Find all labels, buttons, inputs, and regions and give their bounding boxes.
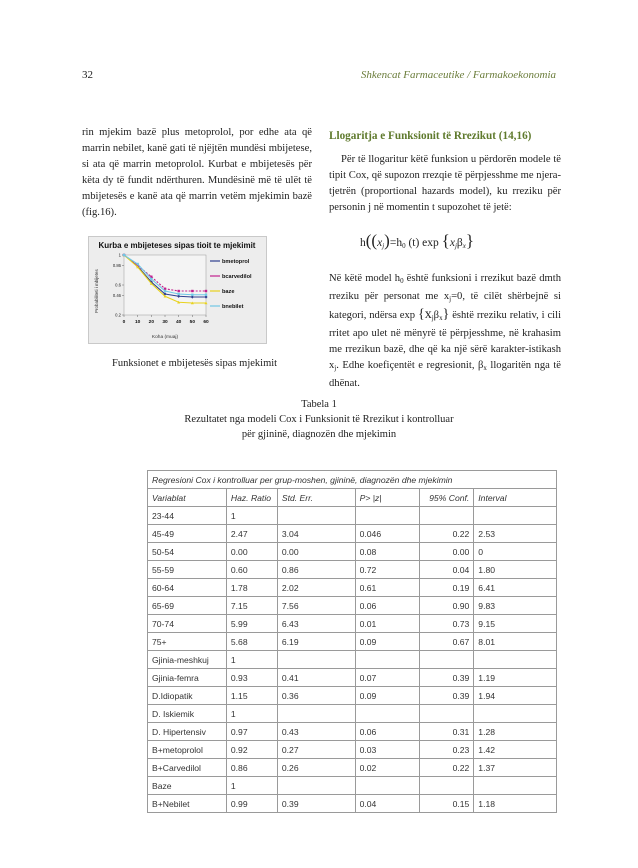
table-cell: 0.22 (420, 759, 474, 777)
table-cell: 0.03 (355, 741, 420, 759)
table-cell (474, 705, 557, 723)
table-cell (355, 507, 420, 525)
table-cell: 45-49 (148, 525, 227, 543)
table-cell (277, 705, 355, 723)
table-row (148, 759, 557, 777)
table-cell: 0.31 (420, 723, 474, 741)
data-point (191, 294, 193, 296)
table-cell: 7.15 (226, 597, 277, 615)
y-tick-label: 0.86 (112, 263, 121, 268)
p2-a: Në këtë model h (329, 273, 401, 284)
table-cell: 2.02 (277, 579, 355, 597)
table-cell: 5.68 (226, 633, 277, 651)
table-cell: 6.19 (277, 633, 355, 651)
x-tick-label: 20 (148, 320, 155, 325)
table-row (148, 543, 557, 561)
table-cell: 1 (226, 651, 277, 669)
table-cell (420, 705, 474, 723)
table-cell: 0.04 (355, 795, 420, 813)
table-cell: 65-69 (148, 597, 227, 615)
table-row (148, 579, 557, 597)
p2-f: llogaritën nga të dhënat. (329, 360, 561, 389)
table-cell: 0.15 (420, 795, 474, 813)
table-cell (355, 651, 420, 669)
x-tick-label: 10 (134, 320, 141, 325)
table-cell: 1.37 (474, 759, 557, 777)
figure-caption: Funksionet e mbijetesës sipas mjekimit (112, 358, 278, 369)
table-row (148, 561, 557, 579)
legend-label: bmetoprol (222, 259, 250, 265)
formula-x2: x (449, 237, 455, 249)
x-tick-label: 60 (203, 320, 209, 325)
table-cell: 0 (474, 543, 557, 561)
table-header-cell: Variablat (148, 489, 227, 507)
table-row (148, 597, 557, 615)
table-cell: 9.83 (474, 597, 557, 615)
table-cell: 0.72 (355, 561, 420, 579)
table-cell: 3.04 (277, 525, 355, 543)
table-cell: Gjinia-meshkuj (148, 651, 227, 669)
p2-sub0: 0 (400, 277, 404, 285)
table-cell: 2.53 (474, 525, 557, 543)
table-row (148, 651, 557, 669)
section-paragraph-1: Për të llogaritur këtë funksion u përdorën modele të tipit Cox, që supozon rrezqie të përpjesshme me njera-tjetrën (proportional hazards model), ku rreziku për personin j në momentin t supozohet të jetë: (329, 154, 561, 213)
table-row (148, 669, 557, 687)
table-caption: Regresioni Cox i kontrolluar per grup-moshen, gjininë, diagnozën dhe mjekimin (148, 471, 557, 489)
table-row (148, 795, 557, 813)
table-cell: 7.56 (277, 597, 355, 615)
formula-sub-0: 0 (402, 242, 406, 250)
p2-subx: x (483, 364, 487, 372)
table-cell (420, 651, 474, 669)
table-cell: 0.86 (277, 561, 355, 579)
table-cell: B+Nebilet (148, 795, 227, 813)
table-row (148, 705, 557, 723)
legend-label: bnebilet (222, 304, 244, 310)
table-cell: 0.73 (420, 615, 474, 633)
data-point (136, 263, 138, 265)
table-cell (277, 777, 355, 795)
table-header-cell: 95% Conf. (420, 489, 474, 507)
table-cell: 1 (226, 777, 277, 795)
table-cell (420, 777, 474, 795)
table-cell: 0.09 (355, 633, 420, 651)
data-point (123, 254, 125, 256)
section-paragraph-2 (329, 271, 561, 392)
table-row (148, 507, 557, 525)
running-title: Shkencat Farmaceutike / Farmakoekonomia (360, 69, 556, 81)
table-cell: 0.23 (420, 741, 474, 759)
table-header-cell: Interval (474, 489, 557, 507)
table-cell: 0.02 (355, 759, 420, 777)
p2-c: =0, të cilët shërbejnë si kategori, ndërsa exp (329, 291, 561, 321)
y-tick-label: 0.6 (115, 282, 121, 288)
data-point (205, 290, 207, 292)
table-header-cell: P> |z| (355, 489, 420, 507)
x-tick-label: 30 (162, 320, 168, 325)
table-row (148, 633, 557, 651)
table-cell: 0.22 (420, 525, 474, 543)
table-cell: 0.09 (355, 687, 420, 705)
survival-chart (88, 236, 267, 344)
data-point (164, 290, 166, 292)
formula-x: x (377, 237, 383, 249)
table-cell: 0.67 (420, 633, 474, 651)
table-cell: 1.80 (474, 561, 557, 579)
section-title: Llogaritja e Funksionit të Rrezikut (14,16) (329, 130, 532, 142)
table-cell: D.Idiopatik (148, 687, 227, 705)
table-cell: 5.99 (226, 615, 277, 633)
p2-subj2: j (334, 364, 337, 372)
table-cell: 2.47 (226, 525, 277, 543)
table-cell: 0.08 (355, 543, 420, 561)
survival-chart-svg (89, 237, 266, 343)
table-cell: 0.90 (420, 597, 474, 615)
table-header-cell: Haz. Ratio (226, 489, 277, 507)
x-tick-label: 0 (122, 320, 126, 325)
data-point (177, 293, 179, 295)
chart-y-label: Probabiliteti i mbijetes (94, 269, 99, 313)
table-row (148, 525, 557, 543)
chart-x-label: Koha (muaj) (151, 335, 179, 340)
table-cell: 0.93 (226, 669, 277, 687)
table-cell: 1.78 (226, 579, 277, 597)
p2-brace: {x (417, 307, 432, 322)
p2-d: është rreziku relativ, i cili rritet apo ulet në mënyrë të përpjesshme, në krahasim me rrezikun bazë, dhe që ka një sërë karakter-istikash x (329, 310, 562, 371)
table-cell: 0.046 (355, 525, 420, 543)
table-cell: 8.01 (474, 633, 557, 651)
table-cell: 70-74 (148, 615, 227, 633)
table-cell: 50-54 (148, 543, 227, 561)
table-cell: 6.41 (474, 579, 557, 597)
table-cell: 0.19 (420, 579, 474, 597)
table-cell: 0.39 (420, 669, 474, 687)
table-cell: 0.39 (277, 795, 355, 813)
p2-e: . Edhe koefiçentët e regresionit, β (336, 360, 484, 371)
table-cell: 0.26 (277, 759, 355, 777)
table-cell (474, 651, 557, 669)
table-cell: 23-44 (148, 507, 227, 525)
table-cell: 9.15 (474, 615, 557, 633)
table-row (148, 615, 557, 633)
table-cell: 0.41 (277, 669, 355, 687)
table-caption-row (148, 471, 557, 489)
table-cell (277, 651, 355, 669)
table-cell: 1 (226, 705, 277, 723)
table-cell: 0.07 (355, 669, 420, 687)
table-cell: 0.43 (277, 723, 355, 741)
table-cell: 0.04 (420, 561, 474, 579)
table-cell: 1.42 (474, 741, 557, 759)
table-cell: 0.00 (420, 543, 474, 561)
table-cell: Gjinia-femra (148, 669, 227, 687)
table-cell: 0.00 (226, 543, 277, 561)
formula-sub-j: j (382, 242, 385, 250)
p2-brace-x: x (439, 314, 443, 322)
table-cell: 60-64 (148, 579, 227, 597)
table-cell (277, 507, 355, 525)
formula-rest: (t) exp (405, 237, 442, 249)
y-tick-label: 1 (118, 252, 121, 258)
x-tick-label: 50 (189, 320, 196, 325)
table-subtitle-2: për gjininë, diagnozën dhe mjekimin (241, 429, 397, 440)
y-tick-label: 0.2 (115, 312, 121, 318)
table-cell: 0.06 (355, 723, 420, 741)
p2-subj: j (449, 295, 452, 303)
table-header-row (148, 489, 557, 507)
table-cell: 1.15 (226, 687, 277, 705)
formula-sub-j2: j (454, 242, 457, 250)
table-cell: 0.06 (355, 597, 420, 615)
table-cell (420, 507, 474, 525)
table-cell: 0.97 (226, 723, 277, 741)
table-cell: D. Hipertensiv (148, 723, 227, 741)
table-cell: 0.39 (420, 687, 474, 705)
data-point (205, 294, 207, 296)
x-tick-label: 40 (175, 320, 182, 325)
formula-h: h (360, 237, 366, 249)
p2-brace-j: j (431, 314, 434, 322)
table-cell (355, 777, 420, 795)
y-tick-label: 0.46 (112, 293, 121, 298)
p2-brace-b: β (433, 310, 440, 321)
table-cell (355, 705, 420, 723)
p2-b: është funksioni i rrezikut bazë dmth rreziku për personat me x (329, 273, 561, 302)
table-cell: B+metoprolol (148, 741, 227, 759)
table-cell: 0.36 (277, 687, 355, 705)
p2-brace-end: } (442, 307, 450, 322)
table-cell: 75+ (148, 633, 227, 651)
formula-beta: β (456, 237, 463, 249)
table-cell: Baze (148, 777, 227, 795)
table-cell: B+Carvedilol (148, 759, 227, 777)
table-cell: 0.99 (226, 795, 277, 813)
formula-sub-x: x (462, 242, 466, 250)
table-cell: 1.94 (474, 687, 557, 705)
chart-title: Kurba e mbijeteses sipas tioit te mjekimit (98, 241, 256, 250)
table-cell: 0.27 (277, 741, 355, 759)
table-cell: 0.01 (355, 615, 420, 633)
table-cell: 55-59 (148, 561, 227, 579)
table-cell: 0.92 (226, 741, 277, 759)
page-number: 32 (82, 69, 93, 81)
legend-label: baze (222, 289, 235, 295)
table-cell: 1 (226, 507, 277, 525)
table-cell: 1.28 (474, 723, 557, 741)
table-title: Tabela 1 (301, 399, 337, 410)
table-subtitle-1: Rezultatet nga modeli Cox i Funksionit të Rrezikut i kontrolluar (184, 414, 454, 425)
cox-results-table (147, 470, 557, 813)
table-cell: D. Iskiemik (148, 705, 227, 723)
table-row (148, 723, 557, 741)
legend-label: bcarvedilol (222, 274, 252, 280)
table-row (148, 777, 557, 795)
table-row (148, 687, 557, 705)
table-cell: 6.43 (277, 615, 355, 633)
formula-eq: =h (389, 237, 403, 249)
table-cell: 0.86 (226, 759, 277, 777)
data-point (150, 278, 152, 280)
table-cell: 0.61 (355, 579, 420, 597)
table-cell: 1.19 (474, 669, 557, 687)
table-cell: 1.18 (474, 795, 557, 813)
data-point (191, 290, 193, 292)
table-header-cell: Std. Err. (277, 489, 355, 507)
hazard-formula: $h((x_j)=h_0$ (t) $\exp \{x_j\beta_x\}$ (360, 231, 475, 250)
table-cell (474, 507, 557, 525)
table-title-block (0, 397, 638, 442)
table-cell: 0.00 (277, 543, 355, 561)
data-point (177, 290, 179, 292)
table-cell (474, 777, 557, 795)
left-paragraph: rin mjekim bazë plus metoprolol, por edhe ata që marrin nebilet, kanë gati të njëjtën mundësi mbijetese, si ata që marrin metoprolol. Kurbat e mbijetesës për këta dy të fundit ndërthuren. Mundësinë më të ulët të mbijetesës e kanë ata që marrin vetëm mjekimin bazë (fig.16). (82, 127, 312, 218)
table-row (148, 741, 557, 759)
table-cell: 0.60 (226, 561, 277, 579)
